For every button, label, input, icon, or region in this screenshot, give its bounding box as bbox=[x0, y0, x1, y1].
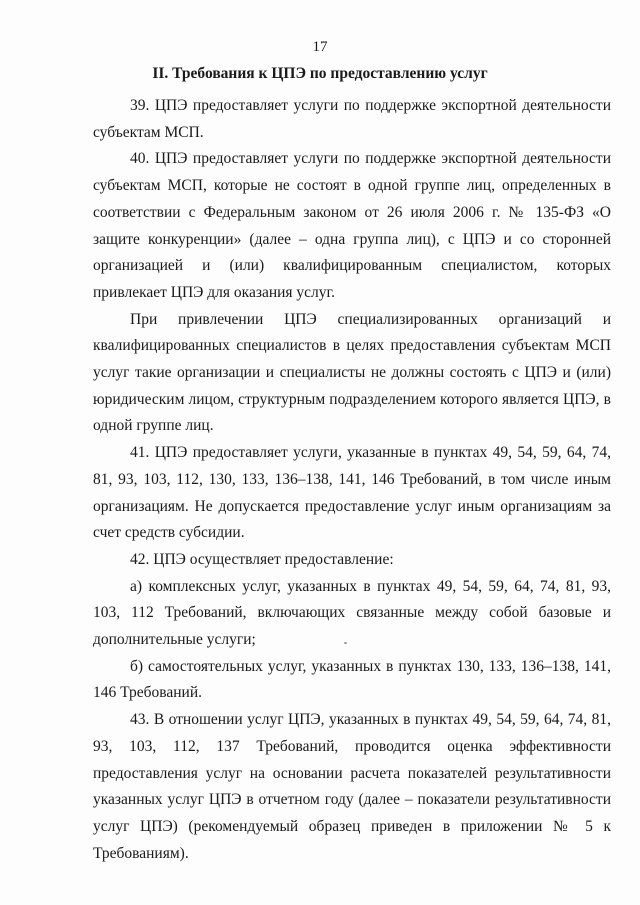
document-body bbox=[93, 93, 611, 867]
paragraph-42-item-a: а) комплексных услуг, указанных в пунктах 49, 54, 59, 64, 74, 81, 93, 103, 112 Требований, включающих связанные между собой базовые и дополнительные услуги; bbox=[93, 577, 611, 649]
section-heading: II. Требования к ЦПЭ по предоставлению услуг bbox=[152, 65, 488, 82]
paragraph-43: 43. В отношении услуг ЦПЭ, указанных в пунктах 49, 54, 59, 64, 74, 81, 93, 103, 112, 137 Требований, проводится оценка эффективности предоставления услуг на основании расчета показателей результативности указанных услуг ЦПЭ в отчетном году (далее – показатели результативности услуг ЦПЭ) (рекомендуемый образец приведен в приложении № 5 к Требованиям). bbox=[93, 711, 611, 862]
page-number: 17 bbox=[312, 39, 328, 55]
paragraph-42: 42. ЦПЭ осуществляет предоставление: bbox=[130, 550, 394, 568]
paragraph-40-continuation: При привлечении ЦПЭ специализированных организаций и квалифицированных специалистов в целях предоставления субъектам МСП услуг такие организации и специалисты не должны состоять с ЦПЭ и (или) юридическим лицом, структурным подразделением которого является ЦПЭ, в одной группе лиц. bbox=[93, 310, 611, 435]
scan-artifact bbox=[344, 642, 347, 644]
paragraph-41: 41. ЦПЭ предоставляет услуги, указанные в пунктах 49, 54, 59, 64, 74, 81, 93, 103, 112, 130, 133, 136–138, 141, 146 Требований, в том числе иным организациям. Не допускается предоставление услуг иным организациям за счет средств субсидии. bbox=[93, 444, 611, 542]
paragraph-39: 39. ЦПЭ предоставляет услуги по поддержке экспортной деятельности субъектам МСП. bbox=[93, 97, 611, 141]
paragraph-42-item-b: б) самостоятельных услуг, указанных в пунктах 130, 133, 136–138, 141, 146 Требований. bbox=[93, 657, 611, 702]
paragraph-40: 40. ЦПЭ предоставляет услуги по поддержке экспортной деятельности субъектам МСП, которые не состоят в одной группе лиц, определенных в соответствии с Федеральным законом от 26 июля 2006 г. № 135-ФЗ «О защите конкуренции» (далее – одна группа лиц), с ЦПЭ и со сторонней организацией и (или) квалифицированным специалистом, которых привлекает ЦПЭ для оказания услуг. bbox=[93, 150, 611, 301]
